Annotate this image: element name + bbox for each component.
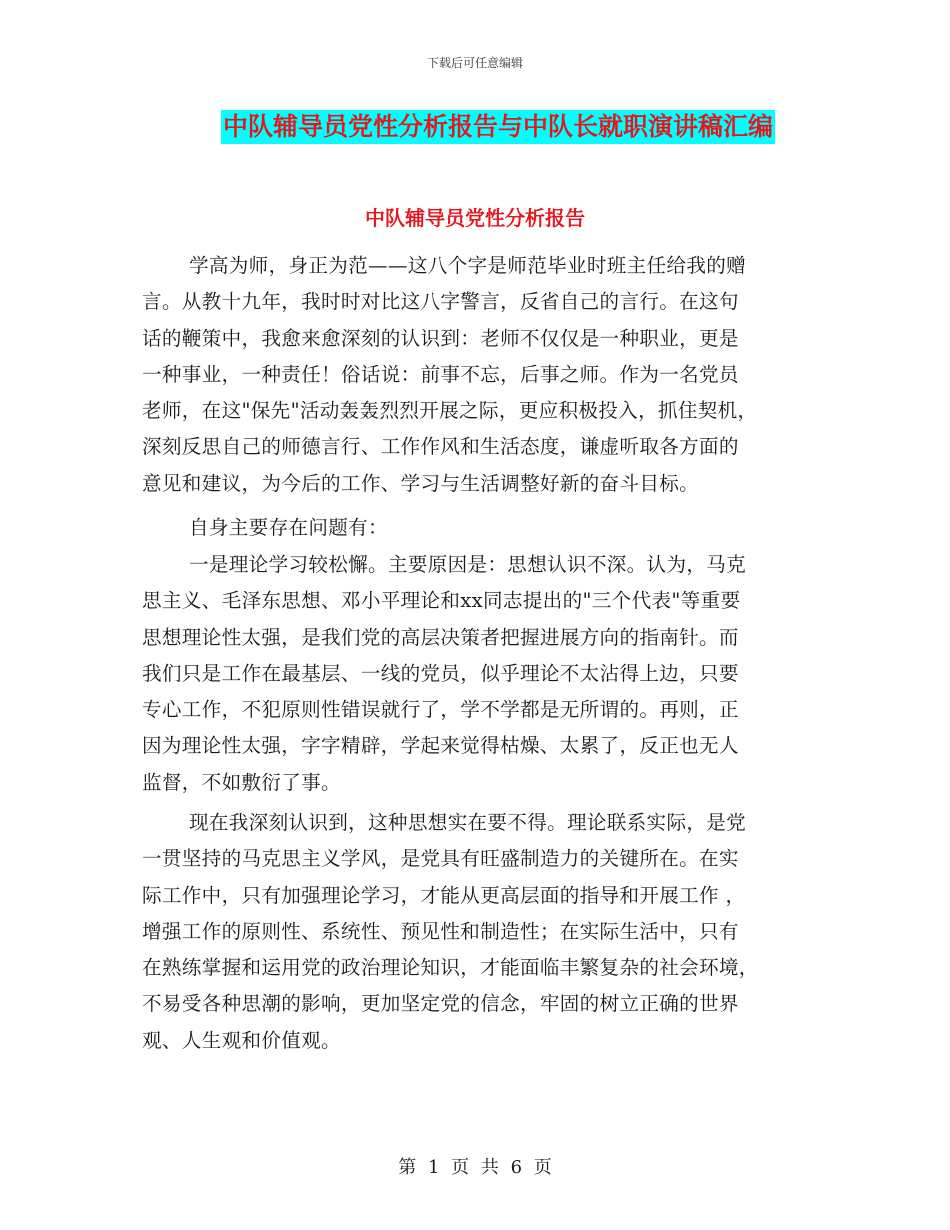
section-title: 中队辅导员党性分析报告 — [365, 206, 585, 230]
paragraph-line: 监督，不如敷衍了事。 — [142, 770, 341, 794]
paragraph-line: 一种事业，一种责任！俗话说：前事不忘，后事之师。作为一名党员 — [142, 362, 739, 386]
paragraph-line: 增强工作的原则性、系统性、预见性和制造性；在实际生活中，只有 — [142, 919, 739, 943]
paragraph-line: 一是理论学习较松懈。主要原因是：思想认识不深。认为，马克 — [189, 553, 747, 576]
document-title: 中队辅导员党性分析报告与中队长就职演讲稿汇编 — [221, 110, 775, 144]
paragraph-line: 因为理论性太强，字字精辟，学起来觉得枯燥、太累了，反正也无人 — [142, 734, 739, 758]
paragraph-line: 观、人生观和价值观。 — [142, 1028, 341, 1052]
paragraph-line: 在熟练掌握和运用党的政治理论知识，才能面临丰繁复杂的社会环境， — [142, 956, 759, 980]
paragraph-line: 意见和建议，为今后的工作、学习与生活调整好新的奋斗目标。 — [142, 471, 700, 495]
paragraph-line: 深刻反思自己的师德言行、工作作风和生活态度，谦虚听取各方面的 — [142, 435, 739, 459]
paragraph-line: 自身主要存在问题有： — [189, 516, 388, 539]
paragraph-line: 专心工作，不犯原则性错误就行了，学不学都是无所谓的。再则，正 — [142, 698, 739, 722]
header-note: 下载后可任意编辑 — [426, 56, 523, 70]
document-title-wrap — [0, 110, 950, 144]
paragraph-line: 话的鞭策中，我愈来愈深刻的认识到：老师不仅仅是一种职业，更是 — [142, 326, 739, 350]
paragraph-line: 老师，在这"保先"活动轰轰烈烈开展之际，更应积极投入，抓住契机， — [142, 399, 758, 423]
paragraph-line: 思想理论性太强，是我们党的高层决策者把握进展方向的指南针。而 — [142, 625, 739, 649]
paragraph — [142, 547, 802, 801]
paragraph-line: 思主义、毛泽东思想、邓小平理论和xx同志提出的"三个代表"等重要 — [142, 589, 741, 613]
page-footer: 第 1 页 共 6 页 — [398, 1157, 552, 1178]
paragraph-line: 我们只是工作在最基层、一线的党员，似乎理论不太沾得上边，只要 — [142, 661, 739, 685]
paragraph-line: 言。从教十九年，我时时对比这八字警言，反省自己的言行。在这句 — [142, 290, 739, 314]
paragraph — [142, 805, 802, 1059]
paragraph — [142, 248, 802, 502]
paragraph-line: 际工作中，只有加强理论学习，才能从更高层面的指导和开展工作 ， — [142, 883, 746, 907]
paragraph-line: 现在我深刻认识到，这种思想实在要不得。理论联系实际，是党 — [189, 811, 747, 834]
paragraph-line: 不易受各种思潮的影响，更加坚定党的信念，牢固的树立正确的世界 — [142, 992, 739, 1016]
paragraph-line: 学高为师，身正为范——这八个字是师范毕业时班主任给我的赠 — [189, 254, 747, 277]
paragraph — [142, 510, 802, 546]
paragraph-line: 一贯坚持的马克思主义学风，是党具有旺盛制造力的关键所在。在实 — [142, 847, 739, 871]
